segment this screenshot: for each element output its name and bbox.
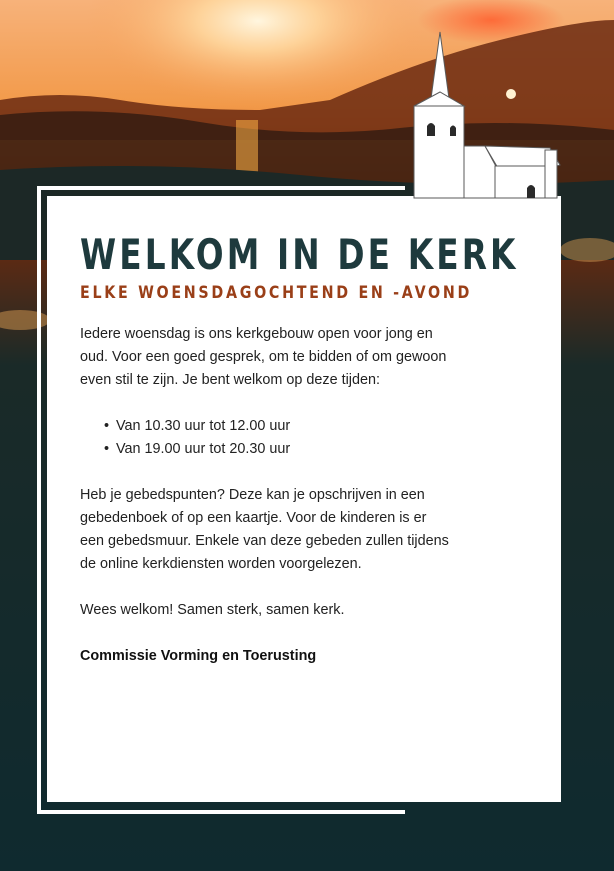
opening-times-list (80, 415, 450, 461)
page-subtitle: ELKE WOENSDAGOCHTEND EN -AVOND (80, 283, 473, 303)
body-text (80, 323, 450, 668)
prayer-paragraph: Heb je gebedspunten? Deze kan je opschrijven in een gebedenboek of op een kaartje. Voor de kinderen is er een gebedsmuur. Enkele van deze gebeden zullen tijdens de online kerkdiensten worden voorgelezen. (80, 487, 449, 572)
page-title: WELKOM IN DE KERK (80, 230, 519, 279)
list-item (104, 438, 450, 461)
bullet-icon: • (104, 441, 110, 457)
bullet-icon: • (104, 418, 110, 434)
intro-paragraph: Iedere woensdag is ons kerkgebouw open voor jong en oud. Voor een goed gesprek, om te bidden of om gewoon even stil te zijn. Je bent welkom op deze tijden: (80, 326, 447, 388)
time-slot: Van 19.00 uur tot 20.30 uur (116, 441, 291, 457)
closing-paragraph: Wees welkom! Samen sterk, samen kerk. (80, 602, 345, 618)
time-slot: Van 10.30 uur tot 12.00 uur (116, 418, 291, 434)
signature: Commissie Vorming en Toerusting (80, 648, 317, 664)
church-icon (405, 30, 565, 200)
list-item (104, 415, 450, 438)
